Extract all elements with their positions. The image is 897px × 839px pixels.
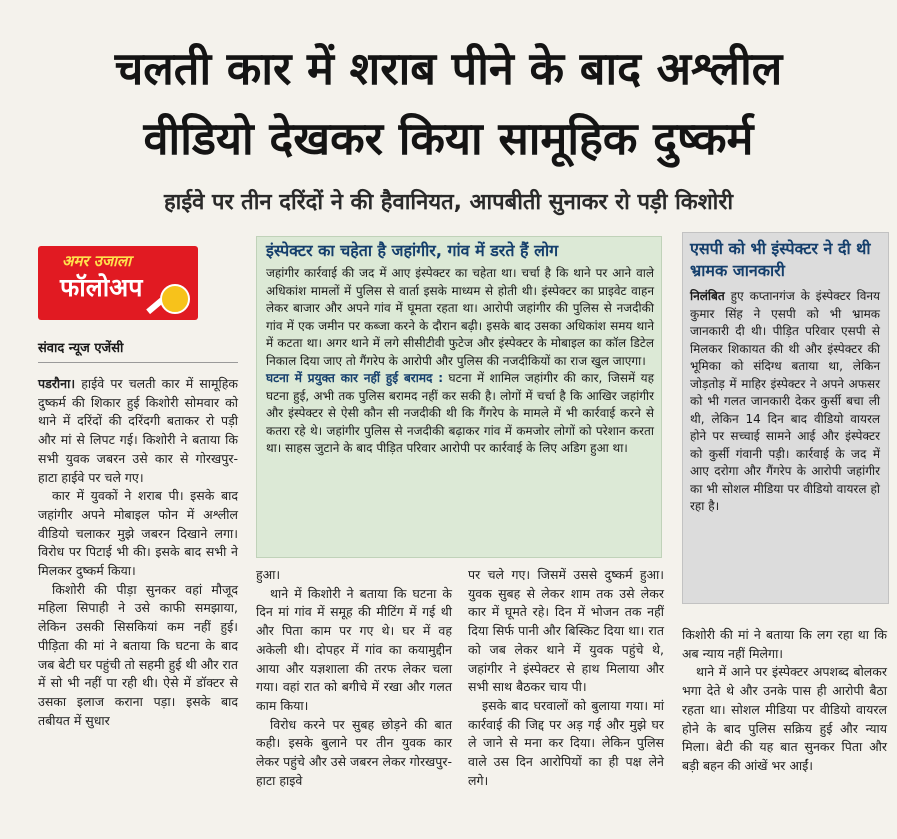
column-2 (256, 566, 452, 790)
paragraph: हुआ। (256, 567, 281, 582)
dateline: पडरौना। (38, 376, 76, 391)
lead-word: निलंबित (690, 289, 725, 303)
paragraph (266, 370, 654, 458)
column-3 (468, 566, 664, 790)
headline-line-2: वीडियो देखकर किया सामूहिक दुष्कर्म (143, 112, 754, 165)
logo-brand: अमर उजाला (62, 252, 132, 270)
divider (38, 362, 238, 363)
agency-credit: संवाद न्यूज एजेंसी (38, 341, 124, 356)
inline-heading: घटना में प्रयुक्त कार नहीं हुई बरामद : (266, 371, 444, 385)
paragraph: किशोरी की मां ने बताया कि लग रहा था कि अब न्याय नहीं मिलेगा। (682, 627, 887, 661)
paragraph: थाने में आने पर इंस्पेक्टर अपशब्द बोलकर भगा देते थे और उनके पास ही आरोपी बैठा रहता था। सोशल मीडिया पर वीडियो वायरल होने के बाद पुलिस सक्रिय हुई और न्याय मिला। बेटी की यह बात सुनकर पिता और बड़ी बहन की आंखें भर आईं। (682, 664, 887, 773)
paragraph: कार में युवकों ने शराब पी। इसके बाद जहांगीर अपने मोबाइल फोन में अश्लील वीडियो चलाकर मुझे जबरन दिखाने लगा। विरोध पर पिटाई भी की। इसके बाद सभी ने मिलकर दुष्कर्म किया। (38, 488, 238, 579)
sidebar-box-content (690, 238, 880, 516)
sidebar-heading: इंस्पेक्टर का चहेता है जहांगीर, गांव में डरते हैं लोग (266, 241, 559, 260)
sidebar-text (266, 265, 654, 458)
paragraph: विरोध करने पर सुबह छोड़ने की बात कही। इसके बुलाने पर तीन युवक कार लेकर पहुंचे और उसे जबरन लेकर गोरखपुर-हाटा हाइवे (256, 716, 452, 788)
paragraph: पर चले गए। जिसमें उससे दुष्कर्म हुआ। युवक सुबह से लेकर शाम तक उसे लेकर कार में घूमते रहे। दिन में भोजन तक नहीं दिया सिर्फ पानी और बिस्किट दिया था। रात को जब लेकर थाने में युवक पहुंचे थे, जहांगीर ने इंस्पेक्टर से हाथ मिलाया और सभी साथ बैठकर चाय पी। (468, 567, 664, 695)
sidebar-heading: एसपी को भी इंस्पेक्टर ने दी थी भ्रामक जानकारी (690, 239, 871, 280)
paragraph-text: हाईवे पर चलती कार में सामूहिक दुष्कर्म की शिकार हुई किशोरी सोमवार को थाने में दरिंदों की दरिंदगी बताकर रो पड़ी और मां से लिपट गई। किशोरी ने बताया कि सभी युवक जबरन उसे कार से गोरखपुर-हाटा हाईवे पर चले गए। (38, 376, 238, 485)
column-4 (682, 626, 887, 776)
subheadline: हाईवे पर तीन दरिंदों ने की हैवानियत, आपबीती सुनाकर रो पड़ी किशोरी (163, 190, 734, 215)
paragraph: थाने में किशोरी ने बताया कि घटना के दिन मां गांव में समूह की मीटिंग में गई थी और पिता काम पर गए थे। घर में वह अकेली थी। दोपहर में गांव का कयामुद्दीन आया और यज्ञशाला की तरफ लेकर चला गया। वहां रात को बगीचे में रखा और गलत काम किया। (256, 585, 452, 713)
microphone-icon (160, 284, 190, 314)
paragraph: इसके बाद घरवालों को बुलाया गया। मां कार्रवाई की जिद्द पर अड़ गई और मुझे घर ले जाने से मना कर दिया। लेकिन पुलिस वाले उस दिन आरोपियों का ही पक्ष लेने लगे। (468, 697, 664, 788)
paragraph (38, 375, 238, 487)
headline-line-1: चलती कार में शराब पीने के बाद अश्लील (114, 42, 783, 95)
sidebar-box-content (266, 240, 654, 458)
logo-name: फॉलोअप (60, 273, 143, 302)
sidebar-text (690, 288, 880, 516)
paragraph (690, 288, 880, 516)
column-1 (38, 375, 238, 730)
paragraph: किशोरी की पीड़ा सुनकर वहां मौजूद महिला सिपाही ने उसे काफी समझाया, लेकिन उसकी सिसकियां कम नहीं हुई। पीड़िता की मां ने बताया कि घटना के बाद जब बेटी घर पहुंची तो सहमी हुई थी और रात में सो भी नहीं पा रही थी। ऐसे में डॉक्टर से उसका इलाज कराना पड़ा। इसके बाद तबीयत में सुधार (38, 581, 238, 728)
paragraph-text: घटना में शामिल जहांगीर की कार, जिसमें यह घटना हुई, अभी तक पुलिस बरामद नहीं कर सकी है। लोगों में चर्चा है कि आखिर जहांगीर और इंस्पेक्टर से ऐसी कौन सी नजदीकी थी कि गैंगरेप के मामले में भी कार्रवाई करने से कतरा रहे थे। जहांगीर पुलिस से नजदीकी बढ़ाकर गांव में कमजोर लोगों को परेशान करता था। साहस जुटाने के बाद पीड़ित परिवार आरोपी पर कार्रवाई के लिए अडिग हुआ था। (266, 371, 654, 455)
paragraph: जहांगीर कार्रवाई की जद में आए इंस्पेक्टर का चहेता था। चर्चा है कि थाने पर आने वाले अधिकांश मामलों में पुलिस से वार्ता इसके माध्यम से होती थी। इंस्पेक्टर का प्राइवेट वाहन लेकर बाजार और अपने गांव में घूमता रहता था। आरोपी जहांगीर की पुलिस से नजदीकी गांव में एक जमीन पर कब्जा करने के दौरान बढ़ी। इसके बाद उसका अधिकांश समय थाने में कटता था। अगर थाने में लगे सीसीटीवी फुटेज और इंस्पेक्टर के मोबाइल का कॉल डिटेल निकाल दिया जाए तो गैंगरेप के आरोपी और पुलिस की नजदीकियों का राज खुल जाएगा। (266, 266, 654, 368)
paragraph-text: हुए कप्तानगंज के इंस्पेक्टर विनय कुमार सिंह ने एसपी को भी भ्रामक जानकारी दी थी। पीड़ित परिवार एसपी से मिलकर शिकायत की थी और इंस्पेक्टर की भूमिका को संदिग्ध बताया था, लेकिन जोड़तोड़ में माहिर इंस्पेक्टर ने अपने अफसर को भी गलत जानकारी देकर कुर्सी बचा ली थी, लेकिन 14 दिन बाद वीडियो वायरल होने पर सच्चाई सामने आई और इंस्पेक्टर को कुर्सी गंवानी पड़ी। कार्रवाई के जद में आए दरोगा और गैंगरेप के आरोपी जहांगीर का भी सोशल मीडिया पर वीडियो वायरल हो रहा है। (690, 289, 880, 513)
